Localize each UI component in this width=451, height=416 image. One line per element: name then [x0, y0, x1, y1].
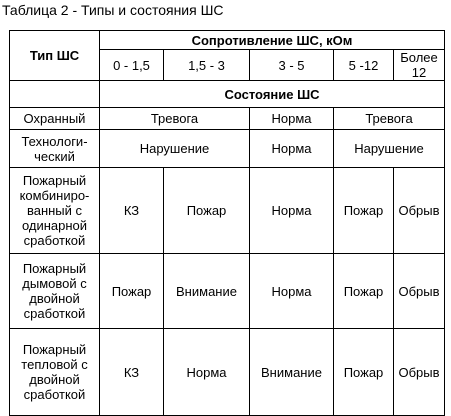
table-row — [10, 168, 445, 254]
shs-types-states-table — [9, 30, 445, 416]
empty-header-cell — [10, 81, 100, 108]
state-cell: Норма — [250, 168, 334, 254]
range-cell: 1,5 - 3 — [164, 50, 250, 81]
state-cell: Норма — [250, 108, 334, 130]
row-type-label: Пожарный тепловой с двойной сработкой — [10, 329, 100, 416]
state-cell: Тревога — [100, 108, 250, 130]
state-cell: КЗ — [100, 168, 164, 254]
row-type-label: Пожарный дымовой с двойной сработкой — [10, 254, 100, 329]
table-row — [10, 329, 445, 416]
table-row — [10, 254, 445, 329]
table-row — [10, 108, 445, 130]
state-cell: Тревога — [334, 108, 445, 130]
type-column-header: Тип ШС — [10, 31, 100, 81]
state-cell: Пожар — [334, 329, 394, 416]
state-cell: Норма — [250, 130, 334, 168]
state-header: Состояние ШС — [100, 81, 445, 108]
table-caption: Таблица 2 - Типы и состояния ШС — [2, 2, 224, 18]
state-cell: Норма — [164, 329, 250, 416]
range-cell: 3 - 5 — [250, 50, 334, 81]
state-cell: Норма — [250, 254, 334, 329]
state-header-row — [10, 81, 445, 108]
state-cell: Внимание — [250, 329, 334, 416]
table-header-row — [10, 31, 445, 50]
row-type-label: Технологи- ческий — [10, 130, 100, 168]
state-cell: Обрыв — [394, 168, 445, 254]
range-cell: Более 12 — [394, 50, 445, 81]
resistance-header: Сопротивление ШС, кОм — [100, 31, 445, 50]
state-cell: Нарушение — [100, 130, 250, 168]
state-cell: Пожар — [100, 254, 164, 329]
row-type-label: Пожарный комбиниро- ванный с одинарной сработкой — [10, 168, 100, 254]
row-type-label: Охранный — [10, 108, 100, 130]
table-row — [10, 130, 445, 168]
state-cell: Нарушение — [334, 130, 445, 168]
state-cell: Пожар — [334, 254, 394, 329]
state-cell: Пожар — [164, 168, 250, 254]
state-cell: Внимание — [164, 254, 250, 329]
state-cell: КЗ — [100, 329, 164, 416]
state-cell: Обрыв — [394, 329, 445, 416]
state-cell: Пожар — [334, 168, 394, 254]
range-cell: 5 -12 — [334, 50, 394, 81]
range-cell: 0 - 1,5 — [100, 50, 164, 81]
state-cell: Обрыв — [394, 254, 445, 329]
